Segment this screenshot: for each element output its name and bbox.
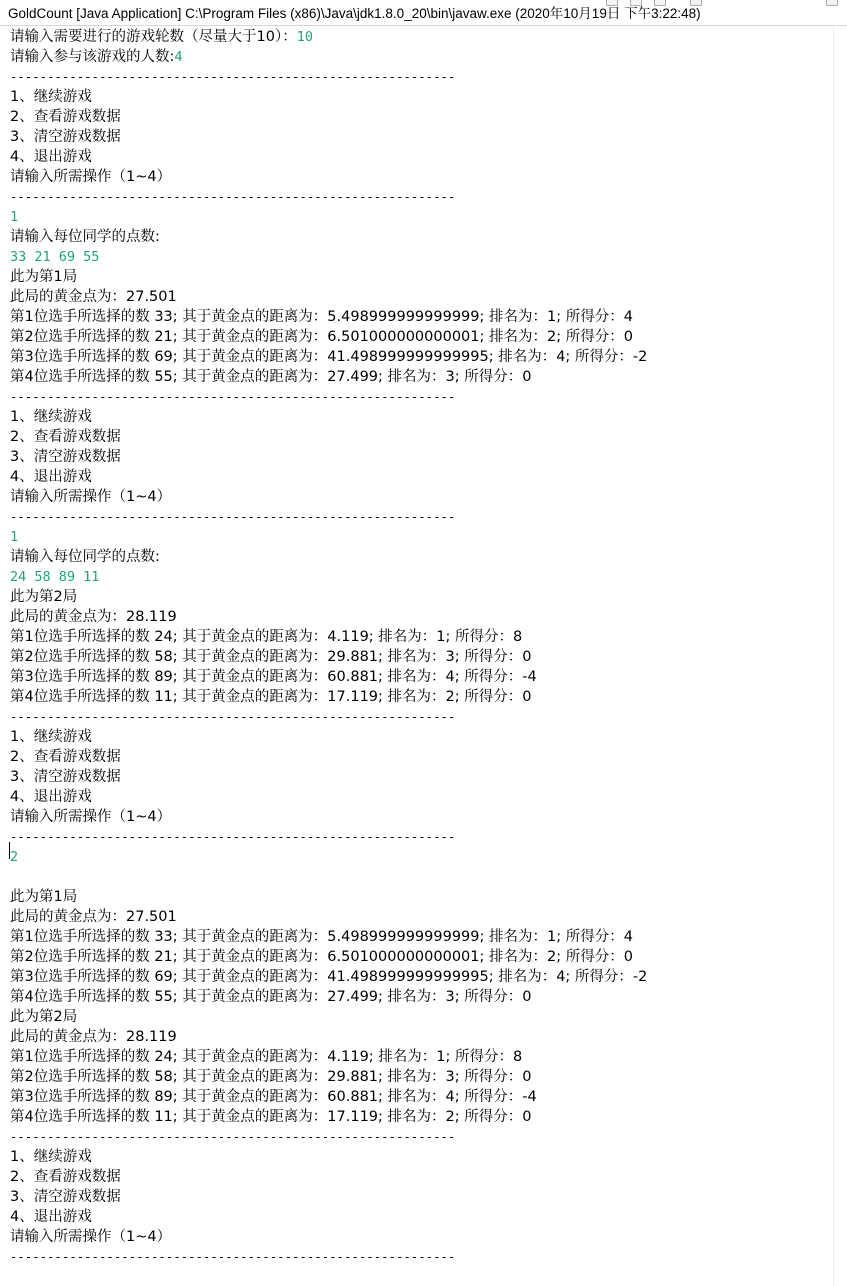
console-line — [10, 1047, 522, 1067]
console-separator: ------------------------------------------------------------ — [10, 830, 456, 844]
console-user-input: 1 — [10, 209, 19, 225]
console-text: 第2位选手所选择的数 58; 其于黄金点的距离为：29.881; 排名为：3; 所得分：0 — [10, 649, 532, 665]
console-line — [10, 647, 531, 667]
console-text: 第4位选手所选择的数 11; 其于黄金点的距离为：17.119; 排名为：2; 所得分：0 — [10, 689, 532, 705]
console-text: 第2位选手所选择的数 21; 其于黄金点的距离为：6.501000000000001; 排名为：2; 所得分：0 — [10, 329, 633, 345]
console-line — [10, 807, 171, 827]
console-text: 2、查看游戏数据 — [10, 1169, 121, 1185]
console-line — [10, 467, 92, 487]
console-line — [10, 307, 633, 327]
console-separator: ------------------------------------------------------------ — [10, 1130, 456, 1144]
console-line — [10, 67, 455, 87]
vertical-scrollbar[interactable] — [833, 26, 847, 1286]
console-line — [10, 147, 92, 167]
console-separator: ------------------------------------------------------------ — [10, 70, 456, 84]
console-line — [10, 1007, 77, 1027]
console-user-input: 33 21 69 55 — [10, 249, 100, 265]
console-line — [10, 767, 121, 787]
console-text: 1、继续游戏 — [10, 89, 92, 105]
console-line — [10, 487, 171, 507]
console-line — [10, 967, 647, 987]
console-line — [10, 787, 92, 807]
console-title: GoldCount [Java Application] C:\Program Files (x86)\Java\jdk1.8.0_20\bin\javaw.exe (2020年10月19日 下午3:22:48) — [8, 6, 701, 21]
console-text: 3、清空游戏数据 — [10, 1189, 121, 1205]
console-text: 此局的黄金点为：28.119 — [10, 1029, 177, 1045]
console-line — [10, 527, 18, 547]
console-line — [10, 207, 18, 227]
console-line — [10, 427, 121, 447]
console-line — [10, 447, 121, 467]
console-line — [10, 247, 99, 267]
console-text: 2、查看游戏数据 — [10, 749, 121, 765]
console-text: 请输入所需操作（1~4） — [10, 169, 172, 185]
console-text: 此局的黄金点为：28.119 — [10, 609, 177, 625]
console-line — [10, 107, 121, 127]
console-text: 第4位选手所选择的数 55; 其于黄金点的距离为：27.499; 排名为：3; 所得分：0 — [10, 989, 532, 1005]
console-text: 3、清空游戏数据 — [10, 449, 121, 465]
toolbar-button-icon[interactable] — [606, 0, 618, 6]
console-line — [10, 667, 537, 687]
toolbar-button-icon[interactable] — [690, 0, 702, 6]
console-text: 4、退出游戏 — [10, 149, 92, 165]
console-text: 第1位选手所选择的数 33; 其于黄金点的距离为：5.498999999999999; 排名为：1; 所得分：4 — [10, 929, 633, 945]
console-line — [10, 1027, 177, 1047]
console-text: 此为第1局 — [10, 889, 78, 905]
console-line — [10, 927, 633, 947]
console-text: 请输入每位同学的点数: — [10, 229, 160, 245]
console-line — [10, 287, 177, 307]
console-separator: ------------------------------------------------------------ — [10, 710, 456, 724]
console-text: 第3位选手所选择的数 89; 其于黄金点的距离为：60.881; 排名为：4; 所得分：-4 — [10, 1089, 537, 1105]
console-text: 3、清空游戏数据 — [10, 129, 121, 145]
console-line — [10, 367, 531, 387]
console-text: 此为第1局 — [10, 269, 78, 285]
console-text: 第1位选手所选择的数 24; 其于黄金点的距离为：4.119; 排名为：1; 所得分：8 — [10, 1049, 523, 1065]
console-line — [10, 607, 177, 627]
console-text: 3、清空游戏数据 — [10, 769, 121, 785]
console-line — [10, 987, 531, 1007]
console-line — [10, 1107, 531, 1127]
console-text: 此局的黄金点为：27.501 — [10, 909, 177, 925]
console-line — [10, 827, 455, 847]
console-line — [10, 347, 647, 367]
console-line — [10, 1127, 455, 1147]
console-line — [10, 1167, 121, 1187]
console-line — [10, 267, 77, 287]
console-line — [10, 947, 633, 967]
console-line — [10, 187, 455, 207]
console-text: 第3位选手所选择的数 69; 其于黄金点的距离为：41.498999999999995; 排名为：4; 所得分：-2 — [10, 349, 648, 365]
console-line — [10, 127, 121, 147]
console-line — [10, 747, 121, 767]
console-text: 请输入需要进行的游戏轮数（尽量大于10）： — [10, 29, 297, 45]
console-line — [10, 327, 633, 347]
console-line — [10, 1207, 92, 1227]
console-line — [10, 587, 77, 607]
console-user-input: 10 — [296, 29, 313, 45]
console-separator: ------------------------------------------------------------ — [10, 1250, 456, 1264]
console-line — [10, 627, 522, 647]
console-text: 第2位选手所选择的数 21; 其于黄金点的距离为：6.501000000000001; 排名为：2; 所得分：0 — [10, 949, 633, 965]
console-line — [10, 387, 455, 407]
console-text: 第3位选手所选择的数 69; 其于黄金点的距离为：41.498999999999995; 排名为：4; 所得分：-2 — [10, 969, 648, 985]
console-separator: ------------------------------------------------------------ — [10, 190, 456, 204]
console-text: 4、退出游戏 — [10, 789, 92, 805]
console-line — [10, 507, 455, 527]
console-line — [10, 907, 177, 927]
console-line — [10, 887, 77, 907]
console-text: 4、退出游戏 — [10, 1209, 92, 1225]
console-line — [10, 1227, 171, 1247]
console-separator: ------------------------------------------------------------ — [10, 510, 456, 524]
console-line — [10, 847, 18, 867]
toolbar-button-icon[interactable] — [630, 0, 642, 6]
console-text: 此为第2局 — [10, 589, 78, 605]
console-line — [10, 1247, 455, 1267]
console-text: 请输入参与该游戏的人数: — [10, 49, 175, 65]
toolbar-button-icon[interactable] — [826, 0, 838, 6]
console-line — [10, 1187, 121, 1207]
text-cursor — [9, 842, 10, 859]
console-line — [10, 567, 99, 587]
console-text: 2、查看游戏数据 — [10, 429, 121, 445]
console-text: 请输入所需操作（1~4） — [10, 809, 172, 825]
console-text: 第4位选手所选择的数 55; 其于黄金点的距离为：27.499; 排名为：3; 所得分：0 — [10, 369, 532, 385]
console-user-input: 4 — [174, 49, 183, 65]
console-text: 2、查看游戏数据 — [10, 109, 121, 125]
console-user-input: 24 58 89 11 — [10, 569, 100, 585]
console-text: 4、退出游戏 — [10, 469, 92, 485]
console-line — [10, 707, 455, 727]
console-text: 第1位选手所选择的数 24; 其于黄金点的距离为：4.119; 排名为：1; 所得分：8 — [10, 629, 523, 645]
console-user-input: 1 — [10, 529, 19, 545]
console-line — [10, 167, 171, 187]
console-separator: ------------------------------------------------------------ — [10, 390, 456, 404]
console-line — [10, 407, 92, 427]
console-text: 请输入每位同学的点数: — [10, 549, 160, 565]
console-text: 第1位选手所选择的数 33; 其于黄金点的距离为：5.498999999999999; 排名为：1; 所得分：4 — [10, 309, 633, 325]
console-line — [10, 1087, 537, 1107]
console-text: 1、继续游戏 — [10, 409, 92, 425]
console-text: 请输入所需操作（1~4） — [10, 489, 172, 505]
console-text: 第2位选手所选择的数 58; 其于黄金点的距离为：29.881; 排名为：3; 所得分：0 — [10, 1069, 532, 1085]
console-text: 1、继续游戏 — [10, 729, 92, 745]
console-text: 此局的黄金点为：27.501 — [10, 289, 177, 305]
console-text: 1、继续游戏 — [10, 1149, 92, 1165]
console-line — [10, 727, 92, 747]
console-line — [10, 1067, 531, 1087]
console-line — [10, 687, 531, 707]
console-text: 第3位选手所选择的数 89; 其于黄金点的距离为：60.881; 排名为：4; 所得分：-4 — [10, 669, 537, 685]
console-line — [10, 87, 92, 107]
console-text: 请输入所需操作（1~4） — [10, 1229, 172, 1245]
console-output[interactable] — [0, 26, 833, 1286]
console-user-input: 2 — [10, 849, 19, 865]
toolbar-button-icon[interactable] — [654, 0, 666, 6]
console-title-bar — [0, 0, 847, 26]
console-text: 此为第2局 — [10, 1009, 78, 1025]
console-line — [10, 227, 160, 247]
console-line — [10, 1147, 92, 1167]
console-line — [10, 547, 160, 567]
console-text: 第4位选手所选择的数 11; 其于黄金点的距离为：17.119; 排名为：2; 所得分：0 — [10, 1109, 532, 1125]
console-line — [10, 27, 313, 47]
console-line — [10, 47, 183, 67]
